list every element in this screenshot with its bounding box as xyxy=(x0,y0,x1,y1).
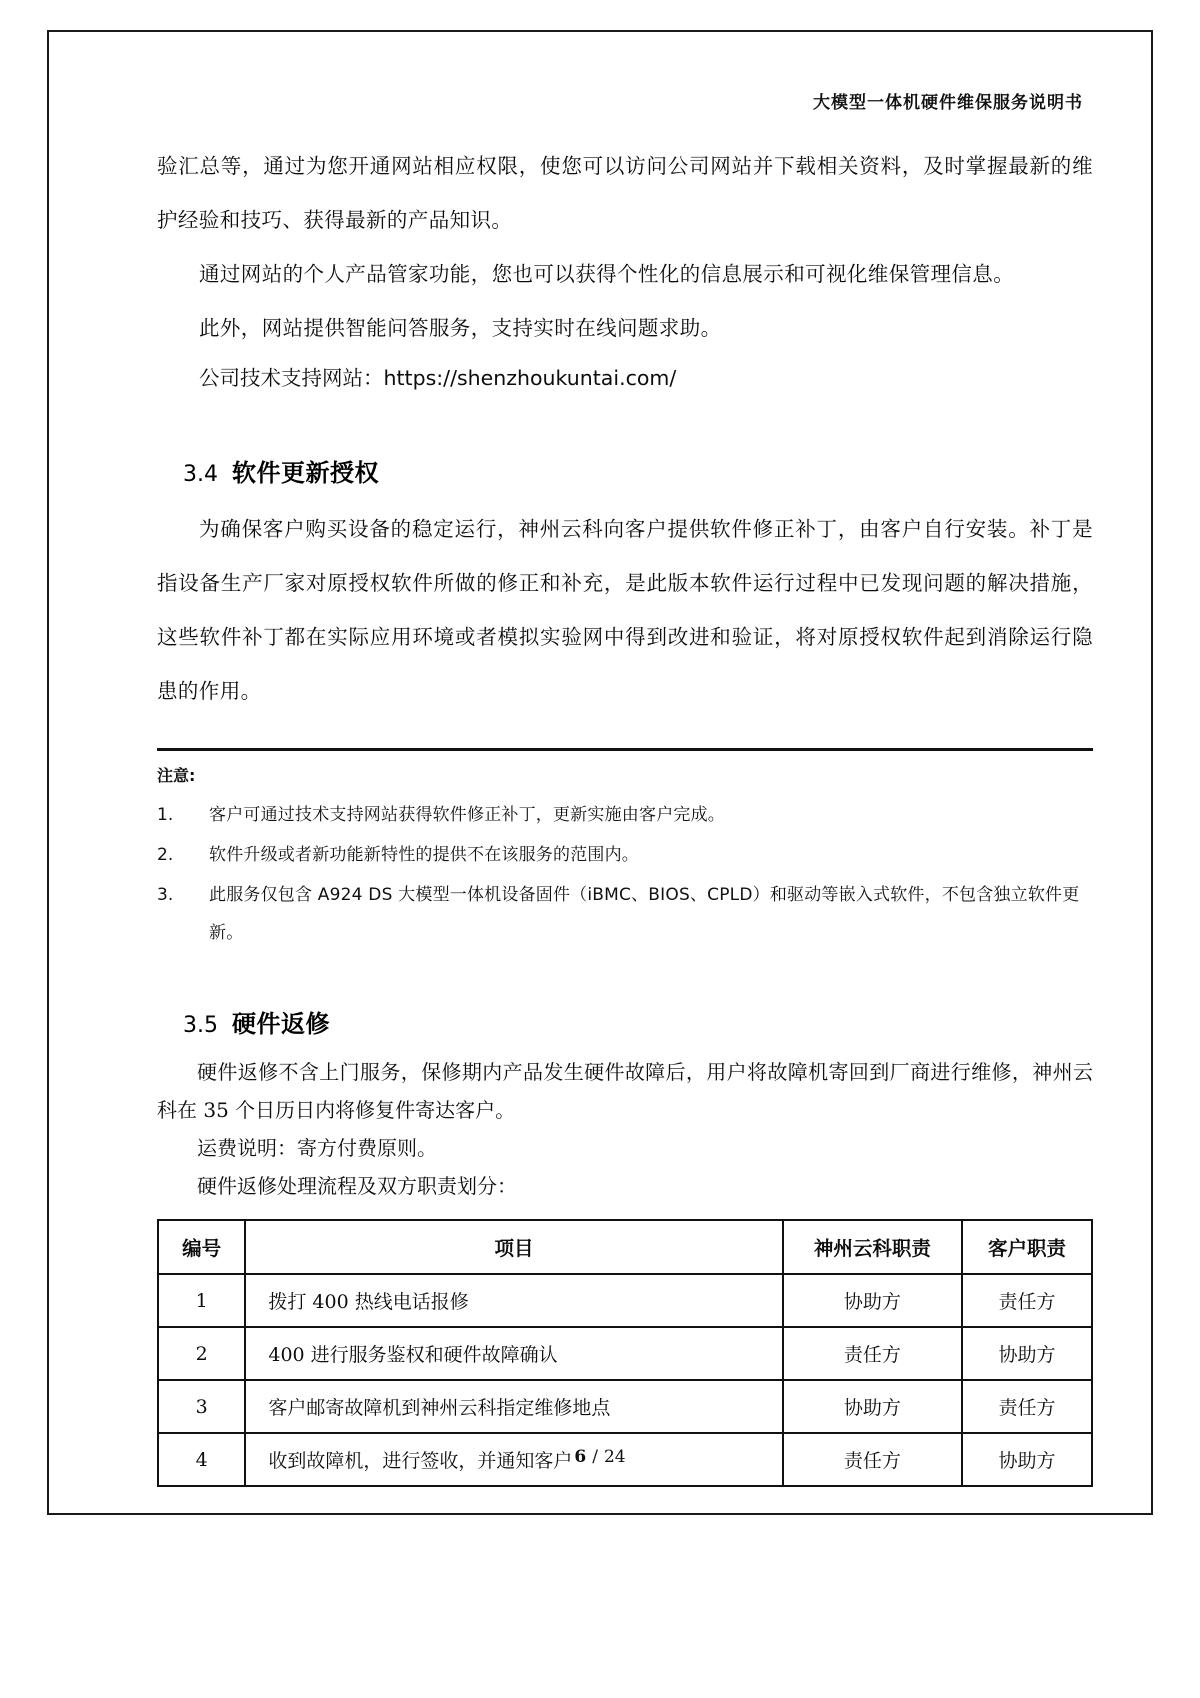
footer-separator: / xyxy=(592,1447,598,1467)
footer-current-page: 6 xyxy=(574,1447,587,1467)
table-cell-item: 客户邮寄故障机到神州云科指定维修地点 xyxy=(245,1380,782,1433)
support-site-label: 公司技术支持网站： xyxy=(199,366,384,390)
table-cell-customer: 责任方 xyxy=(962,1274,1092,1327)
section-heading-3-5 xyxy=(157,1004,1093,1039)
note-block xyxy=(157,748,1093,952)
note-list xyxy=(157,796,1093,952)
paragraph-continuation: 验汇总等，通过为您开通网站相应权限，使您可以访问公司网站并下载相关资料，及时掌握最新的维护经验和技巧、获得最新的产品知识。 xyxy=(157,154,1093,232)
table-cell-customer: 协助方 xyxy=(962,1327,1092,1380)
table-cell-customer: 责任方 xyxy=(962,1380,1092,1433)
note-item-marker: 1. xyxy=(157,805,174,825)
table-row xyxy=(158,1380,1092,1433)
note-item-text: 软件升级或者新功能新特性的提供不在该服务的范围内。 xyxy=(209,845,639,865)
paragraph-software-update: 为确保客户购买设备的稳定运行，神州云科向客户提供软件修正补丁，由客户自行安装。补丁是指设备生产厂家对原授权软件所做的修正和补充，是此版本软件运行过程中已发现问题的解决措施，这些软件补丁都在实际应用环境或者模拟实验网中得到改进和验证，将对原授权软件起到消除运行隐患的作用。 xyxy=(157,517,1093,703)
note-item-text: 客户可通过技术支持网站获得软件修正补丁，更新实施由客户完成。 xyxy=(209,805,725,825)
table-cell-no: 1 xyxy=(158,1274,245,1327)
support-site-line xyxy=(157,355,1093,401)
footer-total-pages: 24 xyxy=(603,1447,626,1467)
paragraph-hardware-repair: 硬件返修不含上门服务，保修期内产品发生硬件故障后，用户将故障机寄回到厂商进行维修，神州云科在 35 个日历日内将修复件寄达客户。 xyxy=(157,1060,1093,1122)
section-title-3-4: 软件更新授权 xyxy=(232,459,379,487)
paragraph-smart-qa: 此外，网站提供智能问答服务，支持实时在线问题求助。 xyxy=(199,316,722,340)
table-header-cell: 项目 xyxy=(245,1220,782,1274)
table-cell-no: 3 xyxy=(158,1380,245,1433)
table-cell-no: 2 xyxy=(158,1327,245,1380)
table-header-cell: 客户职责 xyxy=(962,1220,1092,1274)
table-cell-customer: 协助方 xyxy=(962,1433,1092,1486)
support-site-link[interactable]: https://shenzhoukuntai.com/ xyxy=(383,366,677,390)
table-cell-vendor: 责任方 xyxy=(783,1433,962,1486)
table-header-cell: 编号 xyxy=(158,1220,245,1274)
note-item-text: 此服务仅包含 A924 DS 大模型一体机设备固件（iBMC、BIOS、CPLD）和驱动等嵌入式软件，不包含独立软件更新。 xyxy=(209,885,1080,943)
note-list-item xyxy=(157,876,1093,952)
table-cell-item: 收到故障机，进行签收，并通知客户 xyxy=(245,1433,782,1486)
section-heading-3-4 xyxy=(157,453,1093,488)
note-item-marker: 3. xyxy=(157,885,174,905)
note-item-marker: 2. xyxy=(157,845,174,865)
section-title-3-5: 硬件返修 xyxy=(232,1010,330,1038)
note-list-item xyxy=(157,796,1093,834)
table-cell-no: 4 xyxy=(158,1433,245,1486)
table-row xyxy=(158,1327,1092,1380)
table-cell-vendor: 责任方 xyxy=(783,1327,962,1380)
table-cell-vendor: 协助方 xyxy=(783,1380,962,1433)
table-row xyxy=(158,1274,1092,1327)
table-cell-vendor: 协助方 xyxy=(783,1274,962,1327)
section-number-3-5: 3.5 xyxy=(183,1013,218,1038)
table-cell-item: 400 进行服务鉴权和硬件故障确认 xyxy=(245,1327,782,1380)
section-number-3-4: 3.4 xyxy=(183,462,218,487)
page-header-title: 大模型一体机硬件维保服务说明书 xyxy=(813,93,1083,113)
table-header-row xyxy=(158,1220,1092,1274)
note-label: 注意: xyxy=(157,766,196,785)
note-list-item xyxy=(157,836,1093,874)
paragraph-table-intro: 硬件返修处理流程及双方职责划分： xyxy=(197,1174,517,1198)
note-divider xyxy=(157,748,1093,751)
page-footer xyxy=(47,1447,1153,1467)
body-area xyxy=(157,139,1093,1487)
table-header-cell: 神州云科职责 xyxy=(783,1220,962,1274)
paragraph-product-steward: 通过网站的个人产品管家功能，您也可以获得个性化的信息展示和可视化维保管理信息。 xyxy=(199,262,1015,286)
page-content xyxy=(47,30,1153,1515)
paragraph-shipping-note: 运费说明：寄方付费原则。 xyxy=(197,1136,437,1160)
table-cell-item: 拨打 400 热线电话报修 xyxy=(245,1274,782,1327)
